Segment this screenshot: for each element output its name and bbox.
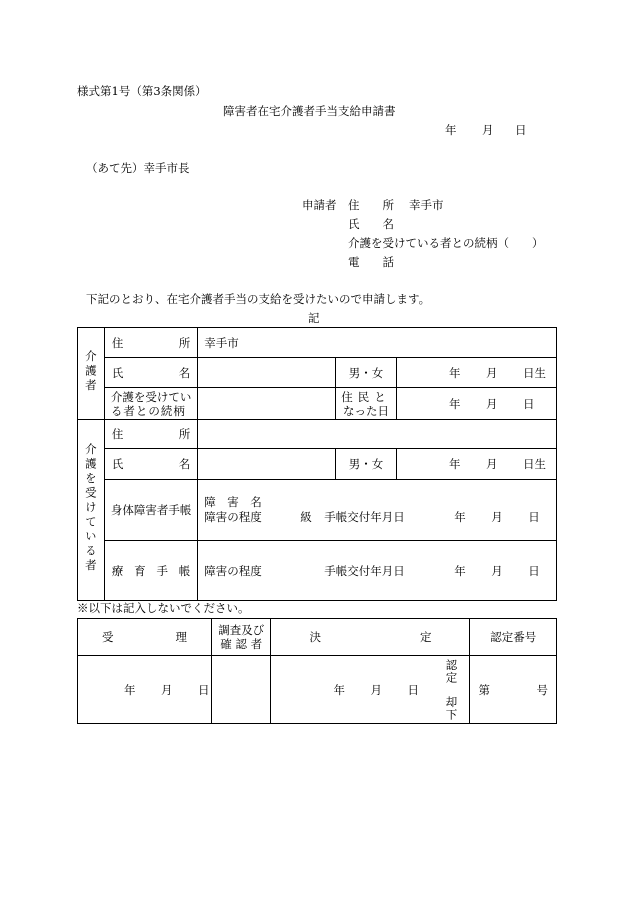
disability-name-label: 障 害 名 bbox=[204, 495, 262, 509]
decision-cell[interactable]: 年 月 日 認定 却下 bbox=[271, 656, 470, 724]
caregiver-resident-date[interactable]: 年 月 日 bbox=[397, 388, 557, 420]
decision-header: 決 定 bbox=[271, 619, 470, 656]
applicant-address-value: 幸手市 bbox=[409, 198, 444, 212]
ki-label: 記 bbox=[308, 311, 320, 325]
header-date-day: 日 bbox=[515, 123, 527, 137]
caregiver-address-value[interactable]: 幸手市 bbox=[198, 328, 557, 358]
physical-handbook-label: 身体障害者手帳 bbox=[104, 480, 197, 541]
applicant-name-label: 氏 名 bbox=[348, 217, 394, 231]
physical-handbook-details[interactable]: 障 害 名 障害の程度 級 手帳交付年月日 年 月 日 bbox=[198, 480, 557, 541]
recipient-address-value[interactable] bbox=[198, 420, 557, 449]
reject-option[interactable]: 却下 bbox=[444, 695, 459, 721]
recipient-birth[interactable]: 年 月 日生 bbox=[397, 449, 557, 480]
office-table bbox=[77, 618, 557, 724]
form-title: 障害者在宅介護者手当支給申請書 bbox=[223, 104, 396, 118]
recipient-group-label: 介護を受けている者 bbox=[83, 443, 98, 574]
cert-number-cell[interactable]: 第 号 bbox=[470, 656, 557, 724]
caregiver-birth[interactable]: 年 月 日生 bbox=[397, 358, 557, 388]
recipient-name-label: 氏 名 bbox=[104, 449, 197, 480]
issue-date-label: 手帳交付年月日 bbox=[324, 510, 405, 524]
form-number: 様式第1号（第3条関係） bbox=[77, 84, 207, 98]
applicant-relation-label: 介護を受けている者との続柄（ ） bbox=[348, 236, 544, 250]
office-note: ※以下は記入しないでください。 bbox=[77, 601, 250, 615]
caregiver-address-label: 住 所 bbox=[104, 328, 197, 358]
caregiver-resident-label: 住民と なった日 bbox=[336, 388, 397, 420]
ryoiku-handbook-label: 療 育 手 帳 bbox=[104, 541, 197, 601]
header-date-month: 月 bbox=[482, 123, 494, 137]
approve-option[interactable]: 認定 bbox=[444, 658, 459, 684]
applicant-label: 申請者 bbox=[302, 198, 337, 212]
recipient-address-label: 住 所 bbox=[104, 420, 197, 449]
ryoiku-issue-label: 手帳交付年月日 bbox=[324, 563, 405, 578]
investigator-cell[interactable] bbox=[211, 656, 271, 724]
recipient-group-label-cell bbox=[78, 420, 105, 601]
receipt-date-cell[interactable]: 年 月 日 bbox=[78, 656, 212, 724]
caregiver-sex[interactable]: 男・女 bbox=[336, 358, 397, 388]
caregiver-relation-label: 介護を受けてい る者との続柄 bbox=[104, 388, 197, 420]
statement: 下記のとおり、在宅介護者手当の支給を受けたいので申請します。 bbox=[86, 292, 431, 306]
recipient-sex[interactable]: 男・女 bbox=[336, 449, 397, 480]
recipient-name-value[interactable] bbox=[198, 449, 336, 480]
addressee: （あて先）幸手市長 bbox=[86, 161, 190, 175]
header-date-year: 年 bbox=[445, 123, 457, 137]
degree-label: 障害の程度 bbox=[204, 510, 262, 524]
ryoiku-degree-label: 障害の程度 bbox=[204, 563, 262, 578]
caregiver-name-value[interactable] bbox=[198, 358, 336, 388]
main-table bbox=[77, 327, 557, 601]
applicant-phone-label: 電 話 bbox=[348, 255, 394, 269]
applicant-address-label: 住 所 bbox=[348, 198, 394, 212]
caregiver-group-label-cell bbox=[78, 328, 105, 420]
caregiver-relation-value[interactable] bbox=[198, 388, 336, 420]
caregiver-group-label: 介護者 bbox=[83, 350, 98, 394]
investigator-header: 調査及び 確 認 者 bbox=[211, 619, 271, 656]
caregiver-name-label: 氏 名 bbox=[104, 358, 197, 388]
receipt-header: 受 理 bbox=[78, 619, 212, 656]
cert-number-header: 認定番号 bbox=[470, 619, 557, 656]
grade-label: 級 bbox=[300, 510, 312, 524]
ryoiku-handbook-details[interactable]: 障害の程度 手帳交付年月日 年 月 日 bbox=[198, 541, 557, 601]
